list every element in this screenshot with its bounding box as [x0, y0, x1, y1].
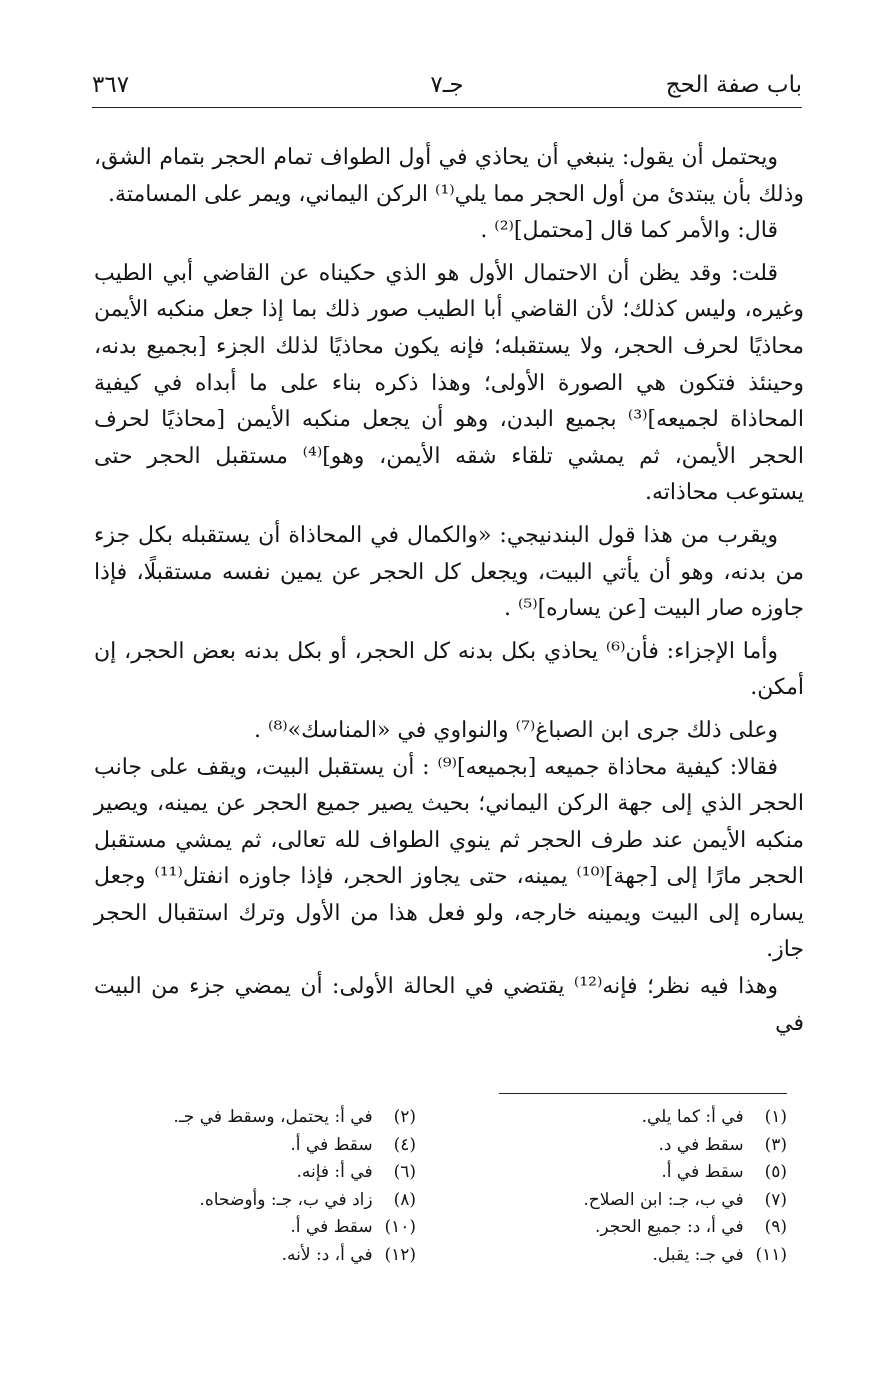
footnote-divider — [499, 1093, 787, 1094]
footnote-number: (١٢) — [384, 1244, 416, 1265]
footnote — [442, 1187, 787, 1215]
page-number: ٣٦٧ — [92, 72, 130, 98]
footnote-number: (١) — [764, 1107, 787, 1127]
paragraph: قال: والأمر كما قال [محتمل]⁽²⁾ . — [480, 218, 778, 244]
footnote — [77, 1242, 416, 1270]
footnote-text: في أ: كما يلي. — [641, 1107, 744, 1127]
footnote — [77, 1159, 416, 1187]
footnote-text: سقط في أ. — [290, 1134, 373, 1155]
footnote-number: (٢) — [393, 1107, 416, 1127]
footnote-text: سقط في د. — [658, 1134, 744, 1155]
footnote-number: (٦) — [393, 1162, 416, 1183]
main-text — [94, 140, 804, 1042]
footnote-text: في جـ: يقبل. — [652, 1244, 744, 1265]
footnotes — [77, 1104, 787, 1270]
footnote-text: في أ، د: جميع الحجر. — [595, 1217, 744, 1238]
footnote-column-odd — [442, 1104, 787, 1270]
footnote-text: في أ، د: لأنه. — [281, 1244, 373, 1265]
paragraph: وعلى ذلك جرى ابن الصباغ⁽⁷⁾ والنواوي في «المناسك»⁽⁸⁾ . — [254, 717, 778, 743]
footnote — [442, 1159, 787, 1187]
footnote-column-even — [77, 1104, 422, 1270]
footnote-number: (٩) — [764, 1217, 787, 1238]
chapter-title: باب صفة الحج — [665, 72, 802, 98]
footnote — [77, 1132, 416, 1160]
footnote-text: في أ: فإنه. — [296, 1162, 373, 1183]
paragraph: قلت: وقد يظن أن الاحتمال الأول هو الذي حكيناه عن القاضي أبي الطيب وغيره، وليس كذلك؛ لأن القاضي أبا الطيب صور ذلك بما إذا جعل منكبه الأيمن محاذيًا لحرف الحجر، ولا يستقبله؛ فإنه يكون محاذيًا لذلك الجزء [بجميع بدنه، وحينئذ فتكون هي الصورة الأولى؛ وهذا ذكره بناء على ما أبداه في كيفية المحاذاة لجميعه]⁽³⁾ بجميع البدن، وهو أن يجعل منكبه الأيمن [محاذيًا لحرف الحجر الأيمن، ثم يمشي تلقاء شقه الأيمن، وهو]⁽⁴⁾ مستقبل الحجر حتى يستوعب محاذاته. — [94, 260, 805, 506]
footnote-number: (٧) — [764, 1189, 787, 1210]
paragraph: ويقرب من هذا قول البندنيجي: «والكمال في المحاذاة أن يستقبله بكل جزء من بدنه، وهو أن يأتي البيت، ويجعل كل الحجر عن يمين نفسه مستقبلًا، فإذا جاوزه صار البيت [عن يساره]⁽⁵⁾ . — [94, 522, 804, 622]
footnote — [442, 1242, 787, 1270]
footnote — [77, 1187, 416, 1215]
footnote — [442, 1104, 787, 1132]
footnote — [77, 1104, 416, 1132]
footnote-number: (٥) — [764, 1162, 787, 1183]
volume-label: جـ٧ — [430, 72, 464, 98]
paragraph: وهذا فيه نظر؛ فإنه⁽¹²⁾ يقتضي في الحالة الأولى: أن يمضي جزء من البيت في — [94, 974, 804, 1036]
footnote-text: في ب، جـ: ابن الصلاح. — [583, 1189, 744, 1210]
footnote-number: (١٠) — [384, 1217, 416, 1238]
paragraph: وأما الإجزاء: فأن⁽⁶⁾ يحاذي بكل بدنه كل الحجر، أو بكل بدنه بعض الحجر، إن أمكن. — [94, 638, 804, 701]
footnote-text: سقط في أ. — [661, 1162, 744, 1183]
footnote — [77, 1214, 416, 1242]
footnote-number: (٤) — [393, 1134, 416, 1155]
footnote — [442, 1214, 787, 1242]
footnote-number: (٣) — [764, 1134, 787, 1155]
footnote-text: سقط في أ. — [290, 1217, 373, 1238]
footnote-number: (٨) — [393, 1189, 416, 1210]
footnote-number: (١١) — [755, 1244, 787, 1265]
header-divider — [92, 107, 802, 108]
paragraph: ويحتمل أن يقول: ينبغي أن يحاذي في أول الطواف تمام الحجر بتمام الشق، وذلك بأن يبتدئ من أول الحجر مما يلي⁽¹⁾ الركن اليماني، ويمر على المسامتة. — [94, 145, 804, 207]
paragraph: فقالا: كيفية محاذاة جميعه [بجميعه]⁽⁹⁾ : أن يستقبل البيت، ويقف على جانب الحجر الذي إلى جهة الركن اليماني؛ بحيث يصير جميع الحجر عن يمينه، ويصير منكبه الأيمن عند طرف الحجر ثم ينوي الطواف لله تعالى، ثم يمشي مستقبل الحجر مارًا إلى [جهة]⁽¹⁰⁾ يمينه، حتى يجاوز الحجر، فإذا جاوزه انفتل⁽¹¹⁾ وجعل يساره إلى البيت ويمينه خارجه، ولو فعل هذا من الأول وترك استقبال الحجر جاز. — [94, 754, 804, 963]
footnote-text: زاد في ب، جـ: وأوضحاه. — [199, 1189, 373, 1210]
footnote — [442, 1132, 787, 1160]
footnote-text: في أ: يحتمل، وسقط في جـ. — [173, 1107, 373, 1127]
running-header — [92, 66, 802, 106]
